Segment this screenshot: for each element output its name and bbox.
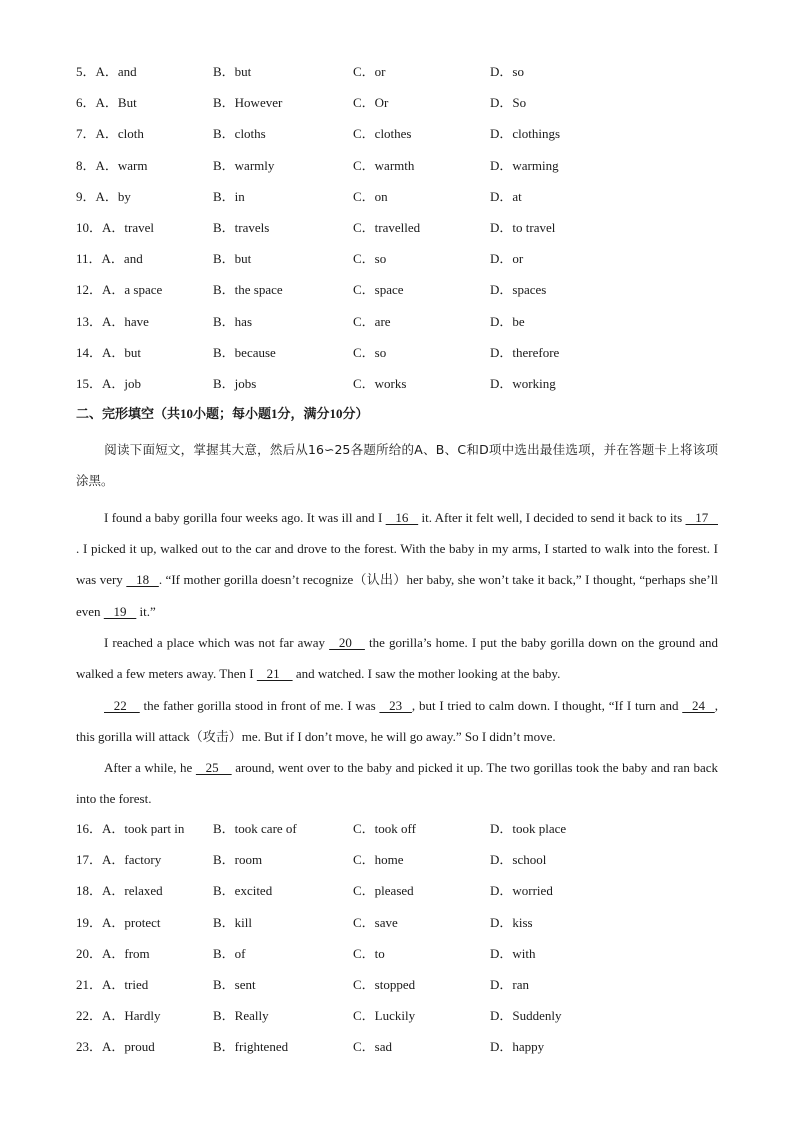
option-a-text: A．by: [95, 188, 131, 204]
option-a[interactable]: [76, 975, 148, 995]
option-b[interactable]: B．However: [213, 95, 283, 111]
passage-text: I reached a place which was not far away: [104, 635, 330, 650]
option-c[interactable]: C．space: [353, 282, 404, 298]
option-b[interactable]: B．kill: [213, 914, 253, 930]
option-d[interactable]: D．worried: [490, 883, 553, 899]
question-number: 18．: [76, 883, 103, 899]
option-d[interactable]: D．kiss: [490, 914, 533, 930]
option-a[interactable]: [76, 62, 137, 82]
question-row: [76, 249, 736, 269]
option-a[interactable]: [76, 280, 162, 300]
option-a[interactable]: [76, 944, 150, 964]
option-a[interactable]: [76, 881, 163, 901]
option-d[interactable]: D．at: [490, 188, 522, 204]
option-c[interactable]: C．clothes: [353, 126, 412, 142]
question-row: [76, 944, 736, 964]
option-b[interactable]: B．but: [213, 64, 252, 79]
question-row: [76, 850, 736, 870]
section-title: 二、完形填空（共10小题；每小题1分，满分10分）: [76, 406, 369, 421]
option-a-text: A．factory: [102, 852, 162, 868]
option-a-text: A．warm: [95, 157, 148, 173]
passage-text: . “If mother gorilla doesn’t recognize（认出）her baby, she won’t take it back,” I thought, “perhaps she’ll even: [76, 572, 718, 619]
passage-text: , but I tried to calm down. I thought, “If I turn and: [411, 698, 683, 713]
option-c[interactable]: C．took off: [353, 821, 416, 836]
passage-text: , this gorilla will attack（攻击）me. But if I don’t move, he will go away.” So I didn’t move.: [76, 698, 718, 745]
question-number: 13．: [76, 313, 103, 329]
option-d[interactable]: D．to travel: [490, 220, 556, 235]
option-c[interactable]: C．so: [353, 344, 387, 360]
option-a-text: A．and: [101, 251, 143, 267]
blank-20[interactable]: 20: [329, 635, 365, 650]
question-row: [76, 124, 736, 144]
question-row: [76, 975, 736, 995]
option-c[interactable]: C．are: [353, 313, 391, 329]
passage-paragraph-4: [76, 752, 718, 814]
option-d[interactable]: D．be: [490, 313, 525, 329]
option-d[interactable]: D．warming: [490, 157, 559, 173]
option-c[interactable]: C．works: [353, 376, 407, 391]
option-d[interactable]: D．ran: [490, 977, 529, 992]
option-b[interactable]: B．travels: [213, 220, 270, 235]
option-c[interactable]: C．so: [353, 251, 387, 267]
passage-text: After a while, he: [104, 760, 196, 775]
option-d[interactable]: D．therefore: [490, 344, 560, 360]
option-a-text: A．a space: [102, 282, 163, 298]
passage-text: and watched. I saw the mother looking at the baby.: [292, 666, 561, 682]
question-row: [76, 187, 736, 207]
blank-23[interactable]: 23: [379, 698, 412, 713]
instructions: [76, 434, 718, 496]
question-number: 8．: [76, 157, 96, 173]
option-d[interactable]: D．school: [490, 852, 547, 868]
option-b[interactable]: B．because: [213, 344, 276, 360]
question-row: [76, 913, 736, 933]
blank-25[interactable]: 25: [195, 760, 232, 775]
blank-16[interactable]: 16: [385, 510, 419, 525]
option-b[interactable]: B．room: [213, 852, 263, 868]
question-row: [76, 819, 736, 839]
question-number: 5．: [76, 64, 96, 79]
option-a-text: A．and: [95, 64, 137, 79]
option-c[interactable]: C．home: [353, 852, 404, 868]
question-number: 20．: [76, 945, 103, 961]
question-number: 16．: [76, 821, 103, 836]
option-c[interactable]: C．stopped: [353, 977, 416, 992]
blank-17[interactable]: 17: [685, 510, 718, 525]
option-a-text: A．have: [102, 313, 149, 329]
option-b[interactable]: B．cloths: [213, 126, 266, 142]
blank-22[interactable]: 22: [104, 698, 140, 713]
question-number: 6．: [76, 95, 96, 111]
option-a-text: A．took part in: [102, 821, 185, 836]
question-row: [76, 343, 736, 363]
blank-24[interactable]: 24: [682, 698, 715, 713]
option-a-text: A．proud: [102, 1039, 155, 1055]
question-row: [76, 1037, 736, 1057]
question-row: [76, 312, 736, 332]
option-c[interactable]: C．save: [353, 914, 398, 930]
option-a-text: A．protect: [102, 914, 161, 930]
question-number: 11．: [76, 251, 102, 267]
option-a[interactable]: [76, 819, 184, 839]
option-b[interactable]: B．jobs: [213, 376, 257, 391]
option-b[interactable]: B．in: [213, 188, 245, 204]
option-b[interactable]: B．but: [213, 251, 252, 267]
passage-paragraph-3: [76, 690, 718, 752]
question-row: [76, 374, 736, 394]
question-row: [76, 93, 736, 113]
question-row: [76, 218, 736, 238]
option-d[interactable]: D．spaces: [490, 282, 547, 298]
option-a[interactable]: [76, 124, 144, 144]
option-d[interactable]: D．working: [490, 376, 556, 391]
option-a[interactable]: [76, 343, 141, 363]
option-a-text: A．but: [102, 344, 142, 360]
blank-21[interactable]: 21: [256, 666, 293, 682]
option-a[interactable]: [76, 156, 148, 176]
option-c[interactable]: C．on: [353, 188, 388, 204]
option-a-text: A．travel: [102, 220, 154, 235]
option-d[interactable]: D．with: [490, 945, 536, 961]
question-number: 14．: [76, 344, 103, 360]
question-number: 7．: [76, 126, 96, 142]
option-b[interactable]: B．has: [213, 313, 253, 329]
option-b[interactable]: B．excited: [213, 883, 273, 899]
option-b[interactable]: B．of: [213, 945, 246, 961]
blank-19[interactable]: 19: [103, 603, 137, 619]
passage-paragraph-1: [76, 502, 718, 627]
question-number: 15．: [76, 376, 103, 391]
option-c[interactable]: C．or: [353, 64, 386, 79]
passage-text: it.”: [136, 603, 156, 619]
question-row: [76, 1006, 736, 1026]
option-a-text: A．But: [95, 95, 137, 111]
question-row: [76, 280, 736, 300]
option-b[interactable]: B．took care of: [213, 821, 297, 836]
passage-text: . I picked it up, walked out to the car and drove to the forest. With the baby in my arms, I started to walk into the forest. I was very: [76, 541, 718, 588]
option-a-text: A．relaxed: [102, 883, 163, 899]
question-number: 10．: [76, 220, 103, 235]
option-b[interactable]: B．frightened: [213, 1039, 289, 1055]
passage-paragraph-2: [76, 627, 718, 689]
option-d[interactable]: D．clothings: [490, 126, 561, 142]
option-c[interactable]: C．travelled: [353, 220, 421, 235]
option-a[interactable]: [76, 312, 149, 332]
option-b[interactable]: B．sent: [213, 977, 256, 992]
option-a[interactable]: [76, 850, 161, 870]
passage-text: it. After it felt well, I decided to send it back to its: [418, 510, 686, 525]
option-a-text: A．from: [102, 945, 150, 961]
option-c[interactable]: C．pleased: [353, 883, 414, 899]
question-row: [76, 881, 736, 901]
option-d[interactable]: D．So: [490, 95, 527, 111]
option-a[interactable]: [76, 187, 131, 207]
option-d[interactable]: D．or: [490, 251, 524, 267]
instructions-text: 阅读下面短文，掌握其大意，然后从16∽25各题所给的A、B、C和D项中选出最佳选项，并在答题卡上将该项涂黑。: [76, 442, 718, 489]
passage-text: the gorilla’s home. I put the baby gorilla down on the ground and walked a few meters away. Then I: [76, 635, 718, 682]
option-b[interactable]: B．warmly: [213, 157, 275, 173]
option-c[interactable]: C．Or: [353, 95, 389, 111]
option-c[interactable]: C．sad: [353, 1039, 393, 1055]
option-a[interactable]: [76, 249, 143, 269]
option-c[interactable]: C．to: [353, 945, 385, 961]
question-number: 23．: [76, 1039, 103, 1055]
option-b[interactable]: B．the space: [213, 282, 283, 298]
passage-text: the father gorilla stood in front of me. I was: [139, 698, 380, 713]
option-a-text: A．tried: [102, 977, 149, 992]
option-a-text: A．cloth: [95, 126, 144, 142]
question-number: 21．: [76, 977, 103, 992]
option-a[interactable]: [76, 1006, 161, 1026]
option-d[interactable]: D．happy: [490, 1039, 545, 1055]
option-a[interactable]: [76, 218, 154, 238]
option-a-text: A．job: [102, 376, 142, 391]
option-a[interactable]: [76, 913, 161, 933]
question-number: 22．: [76, 1008, 103, 1024]
option-c[interactable]: C．warmth: [353, 157, 415, 173]
option-d[interactable]: D．took place: [490, 821, 567, 836]
option-d[interactable]: D．so: [490, 64, 524, 79]
option-d[interactable]: D．Suddenly: [490, 1008, 562, 1024]
option-a[interactable]: [76, 93, 137, 113]
question-number: 19．: [76, 914, 103, 930]
option-c[interactable]: C．Luckily: [353, 1008, 416, 1024]
question-number: 12．: [76, 282, 103, 298]
question-row: [76, 62, 736, 82]
passage-text: around, went over to the baby and picked it up. The two gorillas took the baby and ran back into the forest.: [76, 760, 718, 807]
passage-text: I found a baby gorilla four weeks ago. It was ill and I: [104, 510, 386, 525]
option-a-text: A．Hardly: [102, 1008, 161, 1024]
option-b[interactable]: B．Really: [213, 1008, 269, 1024]
option-a[interactable]: [76, 374, 141, 394]
question-number: 9．: [76, 188, 96, 204]
question-number: 17．: [76, 852, 103, 868]
question-row: [76, 156, 736, 176]
option-a[interactable]: [76, 1037, 155, 1057]
blank-18[interactable]: 18: [126, 572, 159, 588]
